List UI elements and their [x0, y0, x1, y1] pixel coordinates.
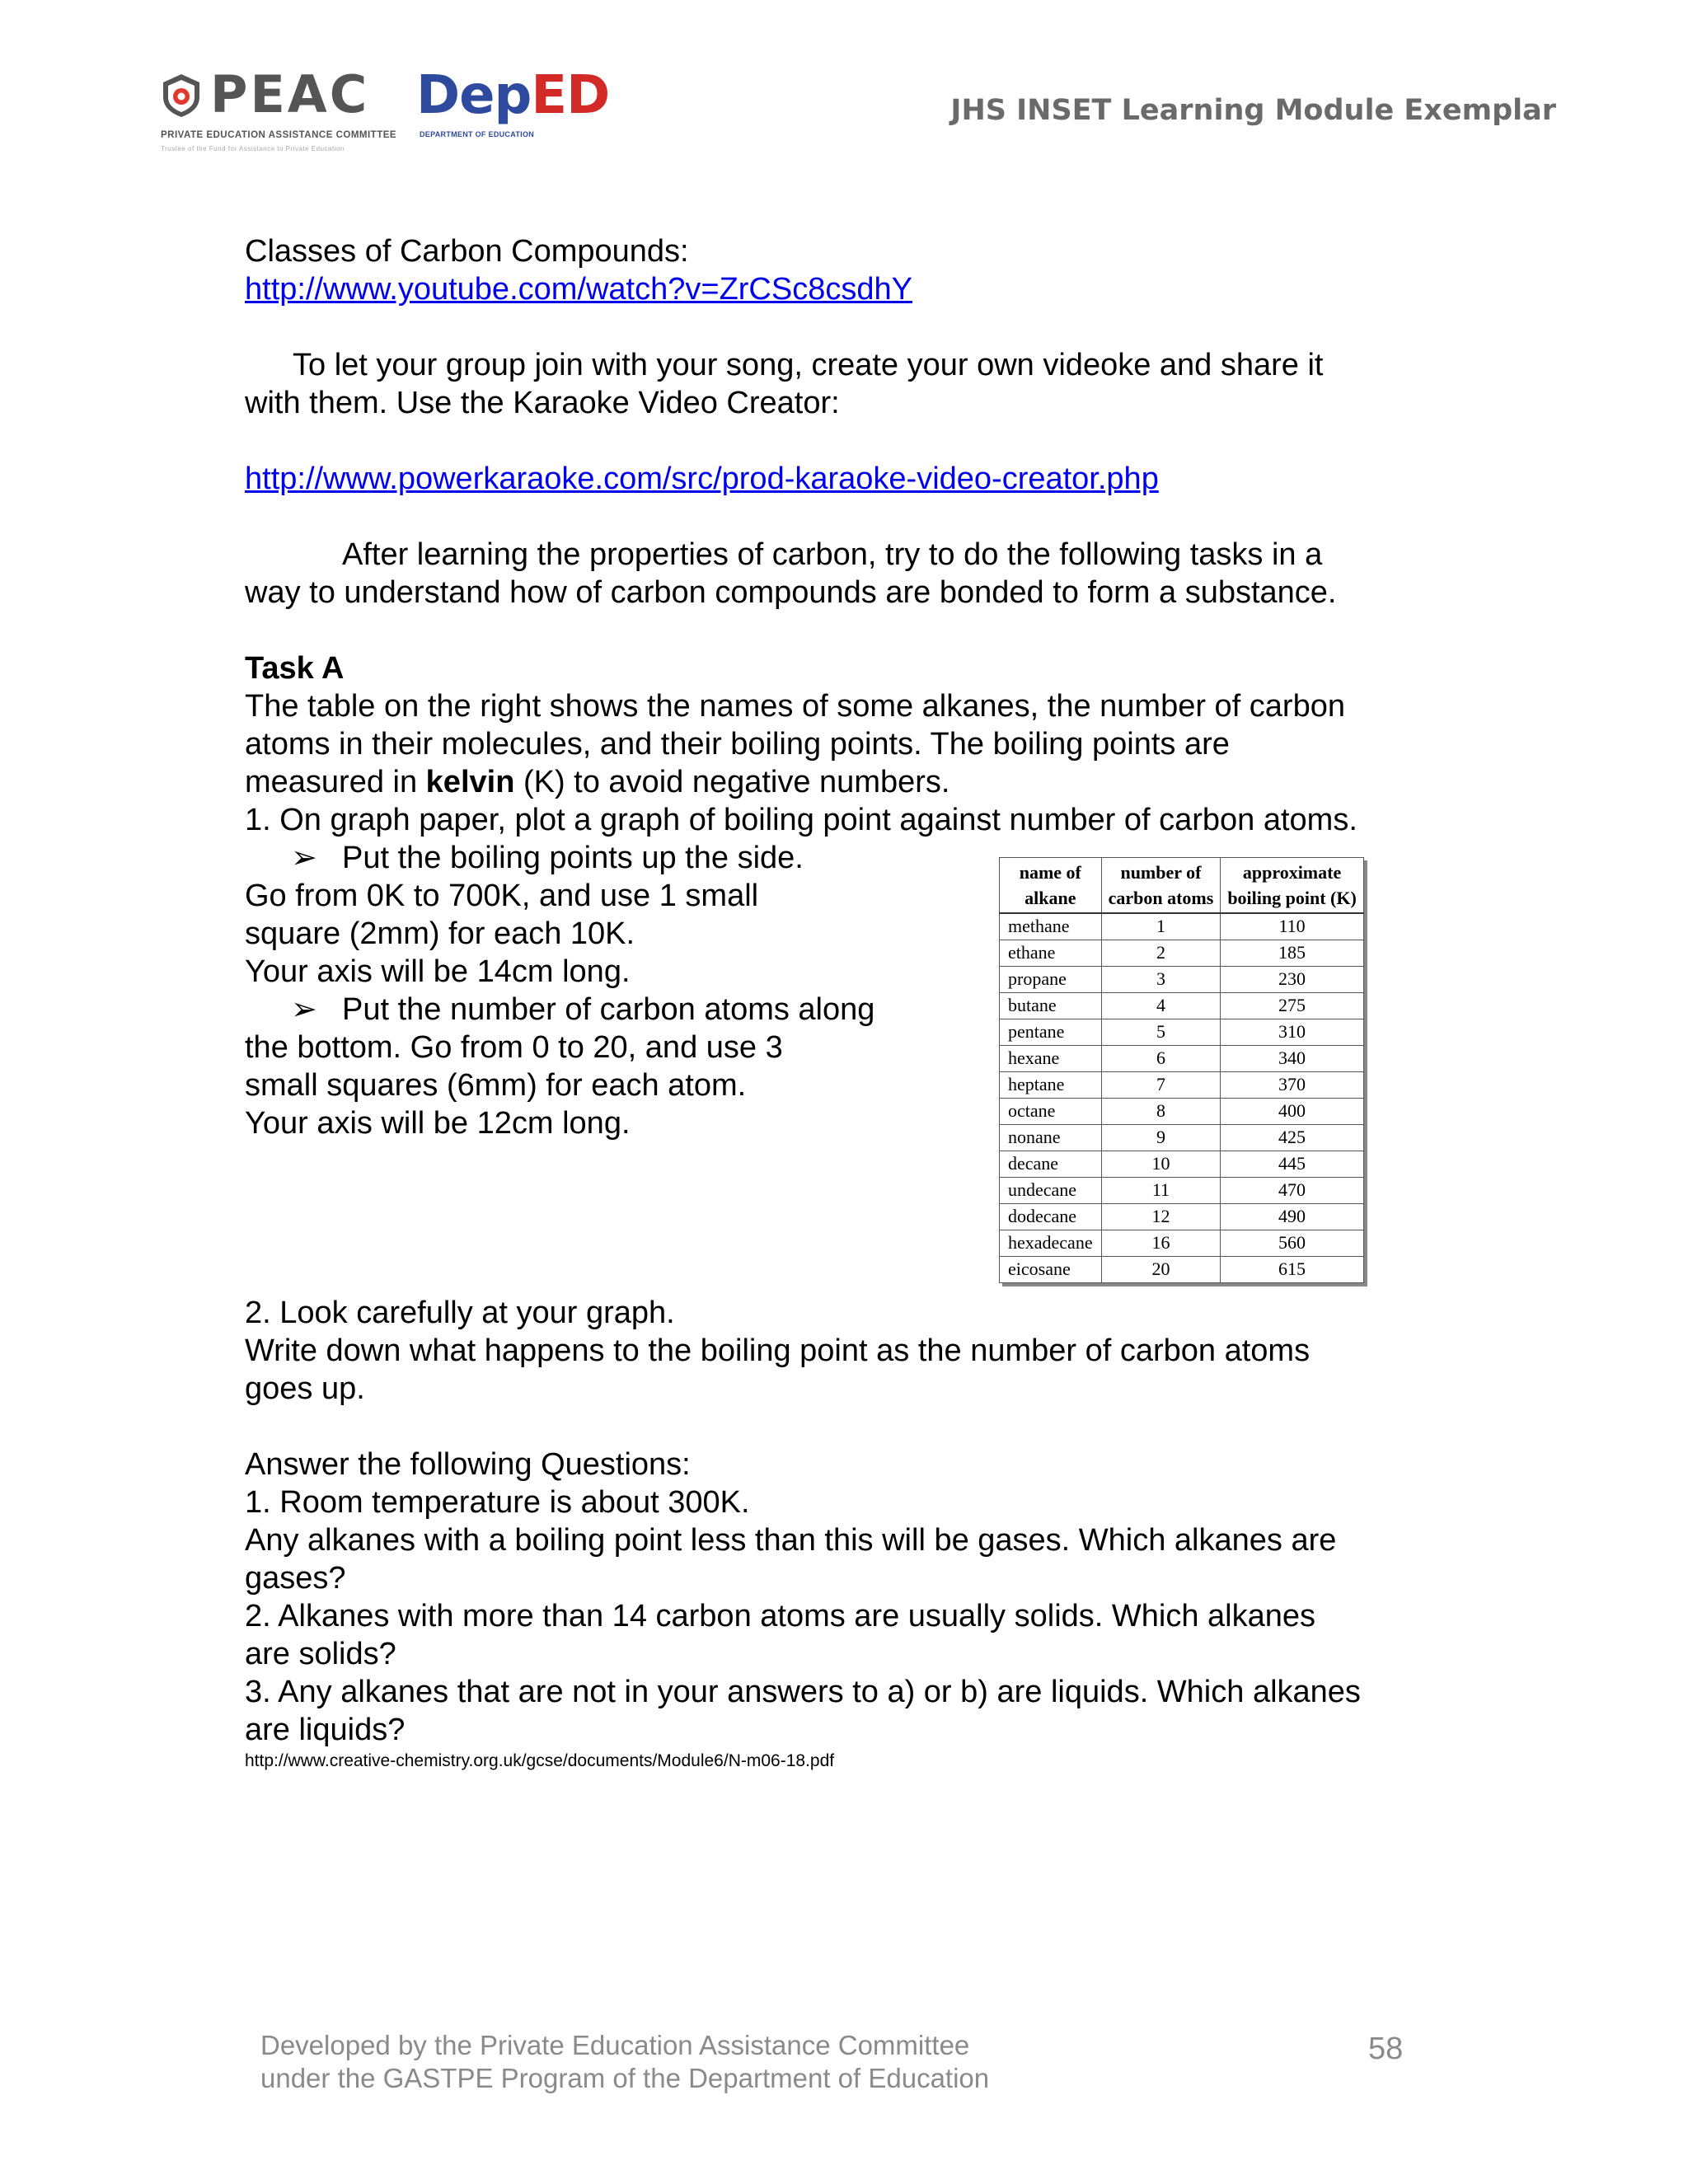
boiling-point-cell: 185 [1221, 940, 1363, 966]
deped-dep: Dep [416, 65, 532, 126]
bullet-1-detail-3: Your axis will be 14cm long. [245, 954, 631, 989]
alkane-name-cell: undecane [1000, 1177, 1102, 1203]
table-row [1000, 1230, 1364, 1256]
alkane-name-cell: butane [1000, 992, 1102, 1019]
carbon-count-cell: 20 [1101, 1256, 1221, 1282]
videoke-text-2: with them. Use the Karaoke Video Creator: [245, 386, 840, 420]
alkane-name-cell: propane [1000, 966, 1102, 992]
page-header [0, 0, 1688, 165]
carbon-count-cell: 10 [1101, 1151, 1221, 1177]
carbon-count-cell: 5 [1101, 1019, 1221, 1045]
step-2-text-3: goes up. [245, 1371, 365, 1406]
alkane-name-cell: eicosane [1000, 1256, 1102, 1282]
page-number: 58 [1368, 2032, 1404, 2066]
task-text-3-post: (K) to avoid negative numbers. [514, 765, 950, 799]
module-title: JHS INSET Learning Module Exemplar [950, 94, 1556, 127]
boiling-point-cell: 490 [1221, 1203, 1363, 1230]
bullet-1-detail-1: Go from 0K to 700K, and use 1 small [245, 879, 759, 913]
carbon-count-cell: 9 [1101, 1124, 1221, 1151]
boiling-point-cell: 470 [1221, 1177, 1363, 1203]
alkane-name-cell: dodecane [1000, 1203, 1102, 1230]
bullet-2-detail-2: small squares (6mm) for each atom. [245, 1068, 747, 1103]
table-row [1000, 1045, 1364, 1071]
alkane-name-cell: nonane [1000, 1124, 1102, 1151]
carbon-count-cell: 6 [1101, 1045, 1221, 1071]
arrow-bullet-icon: ➢ [291, 841, 317, 875]
question-1-text-3: gases? [245, 1561, 346, 1596]
step-1: 1. On graph paper, plot a graph of boiling point against number of carbon atoms. [245, 803, 1357, 837]
deped-ed: ED [531, 65, 610, 126]
table-row [1000, 913, 1364, 940]
boiling-point-cell: 310 [1221, 1019, 1363, 1045]
table-row [1000, 1177, 1364, 1203]
question-1-text-1: 1. Room temperature is about 300K. [245, 1485, 750, 1520]
peac-shield-icon [161, 73, 202, 119]
boiling-point-cell: 230 [1221, 966, 1363, 992]
task-text-2: atoms in their molecules, and their boiling points. The boiling points are [245, 727, 1230, 762]
alkane-name-cell: hexane [1000, 1045, 1102, 1071]
bullet-1-text: Put the boiling points up the side. [342, 841, 804, 875]
task-text-3 [245, 763, 1465, 801]
classes-label: Classes of Carbon Compounds: [245, 234, 689, 269]
alkane-name-cell: heptane [1000, 1071, 1102, 1098]
question-2-text-2: are solids? [245, 1637, 396, 1671]
table-row [1000, 940, 1364, 966]
boiling-point-cell: 400 [1221, 1098, 1363, 1124]
boiling-point-cell: 445 [1221, 1151, 1363, 1177]
step-2-text-2: Write down what happens to the boiling point as the number of carbon atoms [245, 1333, 1311, 1368]
alkane-name-cell: hexadecane [1000, 1230, 1102, 1256]
table-row [1000, 1124, 1364, 1151]
karaoke-link[interactable]: http://www.powerkaraoke.com/src/prod-karaoke-video-creator.php [245, 462, 1159, 496]
alkane-name-cell: octane [1000, 1098, 1102, 1124]
peac-subtitle: PRIVATE EDUCATION ASSISTANCE COMMITTEE [161, 130, 397, 140]
header-alkane-name: name of alkane [1000, 858, 1102, 914]
task-heading: Task A [245, 651, 345, 686]
alkane-table [999, 857, 1364, 1283]
header-boiling-point: approximate boiling point (K) [1221, 858, 1363, 914]
carbon-count-cell: 11 [1101, 1177, 1221, 1203]
bullet-1-detail-2: square (2mm) for each 10K. [245, 916, 635, 951]
table-header-row [1000, 858, 1364, 914]
source-link[interactable]: http://www.creative-chemistry.org.uk/gcse/documents/Module6/N-m06-18.pdf [245, 1751, 835, 1770]
task-text-3-pre: measured in [245, 765, 426, 799]
questions-heading: Answer the following Questions: [245, 1447, 691, 1482]
boiling-point-cell: 615 [1221, 1256, 1363, 1282]
peac-wordmark: PEAC [210, 64, 370, 124]
peac-tagline: Trustee of the Fund for Assistance to Private Education [161, 145, 345, 152]
table-row [1000, 1098, 1364, 1124]
boiling-point-cell: 110 [1221, 913, 1363, 940]
page-footer [260, 2029, 989, 2095]
carbon-count-cell: 16 [1101, 1230, 1221, 1256]
videoke-text-1: To let your group join with your song, create your own videoke and share it [293, 348, 1324, 382]
carbon-count-cell: 7 [1101, 1071, 1221, 1098]
table-row [1000, 1019, 1364, 1045]
after-text-1: After learning the properties of carbon, try to do the following tasks in a [342, 537, 1323, 572]
carbon-count-cell: 3 [1101, 966, 1221, 992]
table-row [1000, 1256, 1364, 1282]
step-2-text-1: 2. Look carefully at your graph. [245, 1296, 675, 1330]
carbon-count-cell: 12 [1101, 1203, 1221, 1230]
deped-wordmark [416, 64, 609, 127]
table-body [1000, 913, 1364, 1282]
peac-logo [161, 64, 397, 157]
youtube-link[interactable]: http://www.youtube.com/watch?v=ZrCSc8csdhY [245, 272, 912, 307]
boiling-point-cell: 560 [1221, 1230, 1363, 1256]
header-carbon-atoms: number of carbon atoms [1101, 858, 1221, 914]
arrow-bullet-icon: ➢ [291, 992, 317, 1027]
question-3-text-2: are liquids? [245, 1713, 406, 1747]
kelvin-term: kelvin [425, 765, 515, 799]
question-3-text-1: 3. Any alkanes that are not in your answers to a) or b) are liquids. Which alkanes [245, 1675, 1361, 1709]
table-row [1000, 966, 1364, 992]
bullet-2-detail-3: Your axis will be 12cm long. [245, 1106, 631, 1141]
boiling-point-cell: 275 [1221, 992, 1363, 1019]
table-row [1000, 992, 1364, 1019]
after-text-2: way to understand how of carbon compounds are bonded to form a substance. [245, 575, 1337, 610]
table-row [1000, 1151, 1364, 1177]
bullet-2-detail-1: the bottom. Go from 0 to 20, and use 3 [245, 1030, 783, 1065]
boiling-point-cell: 425 [1221, 1124, 1363, 1151]
task-text-1: The table on the right shows the names of some alkanes, the number of carbon [245, 689, 1345, 724]
bullet-2-text: Put the number of carbon atoms along [342, 992, 875, 1027]
table-row [1000, 1203, 1364, 1230]
alkane-name-cell: methane [1000, 913, 1102, 940]
alkane-name-cell: ethane [1000, 940, 1102, 966]
alkane-name-cell: pentane [1000, 1019, 1102, 1045]
alkane-name-cell: decane [1000, 1151, 1102, 1177]
boiling-point-cell: 370 [1221, 1071, 1363, 1098]
table-row [1000, 1071, 1364, 1098]
deped-subtitle: DEPARTMENT OF EDUCATION [420, 130, 535, 138]
carbon-count-cell: 8 [1101, 1098, 1221, 1124]
carbon-count-cell: 1 [1101, 913, 1221, 940]
boiling-point-cell: 340 [1221, 1045, 1363, 1071]
footer-line-1: Developed by the Private Education Assistance Committee [260, 2030, 970, 2060]
question-2-text-1: 2. Alkanes with more than 14 carbon atoms are usually solids. Which alkanes [245, 1599, 1315, 1633]
carbon-count-cell: 2 [1101, 940, 1221, 966]
carbon-count-cell: 4 [1101, 992, 1221, 1019]
question-1-text-2: Any alkanes with a boiling point less than this will be gases. Which alkanes are [245, 1523, 1337, 1558]
deped-logo [416, 64, 610, 147]
footer-line-2: under the GASTPE Program of the Department of Education [260, 2063, 990, 2093]
